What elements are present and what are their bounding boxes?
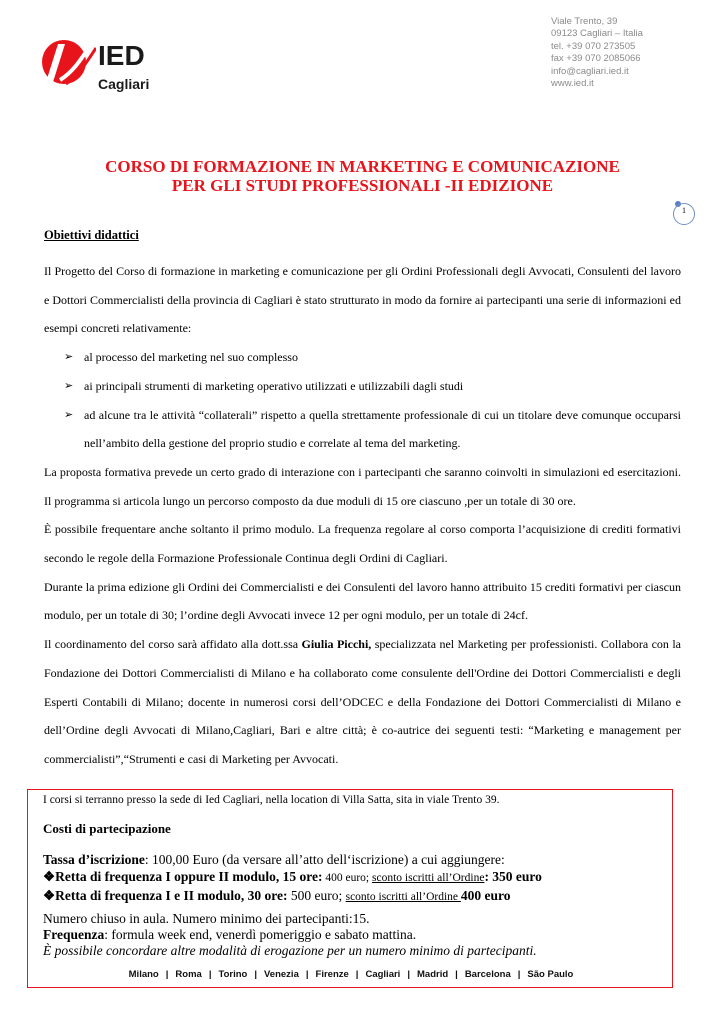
contact-address — [551, 16, 643, 90]
address-email[interactable]: info@cagliari.ied.it — [551, 65, 629, 77]
list-item: ➢ al processo del marketing nel suo complesso — [44, 343, 681, 372]
city-item: Firenze — [315, 969, 349, 980]
ied-logo — [36, 30, 176, 110]
costs-heading: Costi di partecipazione — [43, 821, 171, 836]
info-box — [27, 789, 673, 988]
closed-number: Numero chiuso in aula. Numero minimo dei partecipanti:15. — [43, 911, 370, 926]
logo-city: Cagliari — [98, 76, 150, 92]
address-website[interactable]: www.ied.it — [551, 78, 594, 90]
fee-one-module: ❖Retta di frequenza I oppure II modulo, 15 ore: 400 euro; sconto iscritti all’Ordine: 350 euro — [43, 869, 542, 884]
arrow-bullet-icon: ➢ — [64, 351, 74, 364]
paragraph: È possibile frequentare anche soltanto il primo modulo. La frequenza regolare al corso comporta l’acquisizione di crediti formativi secondo le regole della Formazione Professionale Continua degli Ordini di Cagliari. — [44, 522, 681, 566]
list-item: ➢ ai principali strumenti di marketing operativo utilizzati e utilizzabili dagli studi — [44, 372, 681, 401]
city-list: Milano | Roma | Torino | Venezia | Firenze | Cagliari | Madrid | Barcelona | São Paulo — [128, 969, 574, 980]
arrow-bullet-icon: ➢ — [64, 408, 74, 421]
fees — [43, 851, 663, 906]
title-line-1: CORSO DI FORMAZIONE IN MARKETING E COMUNICAZIONE — [105, 157, 620, 176]
course-notes — [43, 911, 663, 959]
title-line-2: PER GLI STUDI PROFESSIONALI -II EDIZIONE — [171, 176, 554, 195]
list-item: ➢ ad alcune tra le attività “collaterali” rispetto a quella strettamente professionale di cui un titolare deve comunque occuparsi nell’ambito della gestione del proprio studio e correlate al tema del marketing. — [44, 401, 681, 458]
section-heading: Obiettivi didattici — [44, 228, 139, 242]
coordinator-name: Giulia Picchi, — [301, 637, 372, 652]
objectives-list — [44, 343, 681, 458]
logo-text: IED — [98, 40, 145, 71]
city-item: São Paulo — [527, 969, 574, 980]
intro-paragraph: Il Progetto del Corso di formazione in marketing e comunicazione per gli Ordini Professionali degli Avvocati, Consulenti del lavoro e Dottori Commercialisti della provincia di Cagliari è stato strutturato in modo da fornire ai partecipanti una serie di informazioni ed esempi concreti relativamente: — [44, 264, 681, 336]
fee-two-modules: ❖Retta di frequenza I e II modulo, 30 ore: 500 euro; sconto iscritti all’Ordine 400 euro — [43, 888, 511, 903]
coordinator-paragraph: Il coordinamento del corso sarà affidato alla dott.ssa Giulia Picchi, specializzata nel Marketing per professionisti. Collabora con la Fondazione dei Dottori Commercialisti di Milano e ha collaborato come consulente dell'Ordine dei Dottori Commercialisti e degli Esperti Contabili di Milano; docente in numerosi corsi dell’ODCEC e della Fondazione dei Dottori Commercialisti di Milano e dell’Ordine degli Avvocati di Milano,Cagliari, Bari e altre città; è co-autrice dei seguenti testi: “Marketing e management per commercialisti”,“Strumenti e casi di Marketing per Avvocati. — [44, 637, 682, 766]
city-item: Roma — [175, 969, 202, 980]
ied-logo-icon — [36, 30, 96, 92]
city-item: Milano — [128, 969, 159, 980]
course-location: I corsi si terranno presso la sede di Ied Cagliari, nella location di Villa Satta, sita in viale Trento 39. — [43, 794, 500, 806]
city-item: Torino — [218, 969, 248, 980]
address-city: 09123 Cagliari – Italia — [551, 28, 643, 40]
address-phone: tel. +39 070 273505 — [551, 40, 636, 52]
paragraph: Durante la prima edizione gli Ordini dei Commercialisti e dei Consulenti del lavoro hanno attribuito 15 crediti formativi per ciascun modulo, per un totale di 30; l’ordine degli Avvocati invece 12 per ogni modulo, per un totale di 24cf. — [44, 579, 681, 623]
city-item: Madrid — [417, 969, 449, 980]
address-fax: fax +39 070 2085066 — [551, 53, 641, 65]
arrow-bullet-icon: ➢ — [64, 379, 74, 392]
paragraph: La proposta formativa prevede un certo grado di interazione con i partecipanti che saranno coinvolti in simulazioni ed esercitazioni. Il programma si articola lungo un percorso composto da due moduli di 15 ore ciascuno ,per un totale di 30 ore. — [44, 464, 681, 508]
city-item: Barcelona — [464, 969, 511, 980]
main-content — [44, 257, 681, 774]
city-item: Cagliari — [365, 969, 401, 980]
city-item: Venezia — [264, 969, 299, 980]
frequency: Frequenza: formula week end, venerdì pomeriggio e sabato mattina. — [43, 927, 417, 942]
document-title — [0, 157, 725, 195]
registration-fee: Tassa d’iscrizione: 100,00 Euro (da versare all’atto dell‘iscrizione) a cui aggiungere: — [43, 852, 505, 867]
page-number: 1 — [673, 203, 695, 225]
other-modes: È possibile concordare altre modalità di erogazione per un numero minimo di partecipanti. — [43, 943, 537, 958]
address-street: Viale Trento, 39 — [551, 16, 618, 27]
